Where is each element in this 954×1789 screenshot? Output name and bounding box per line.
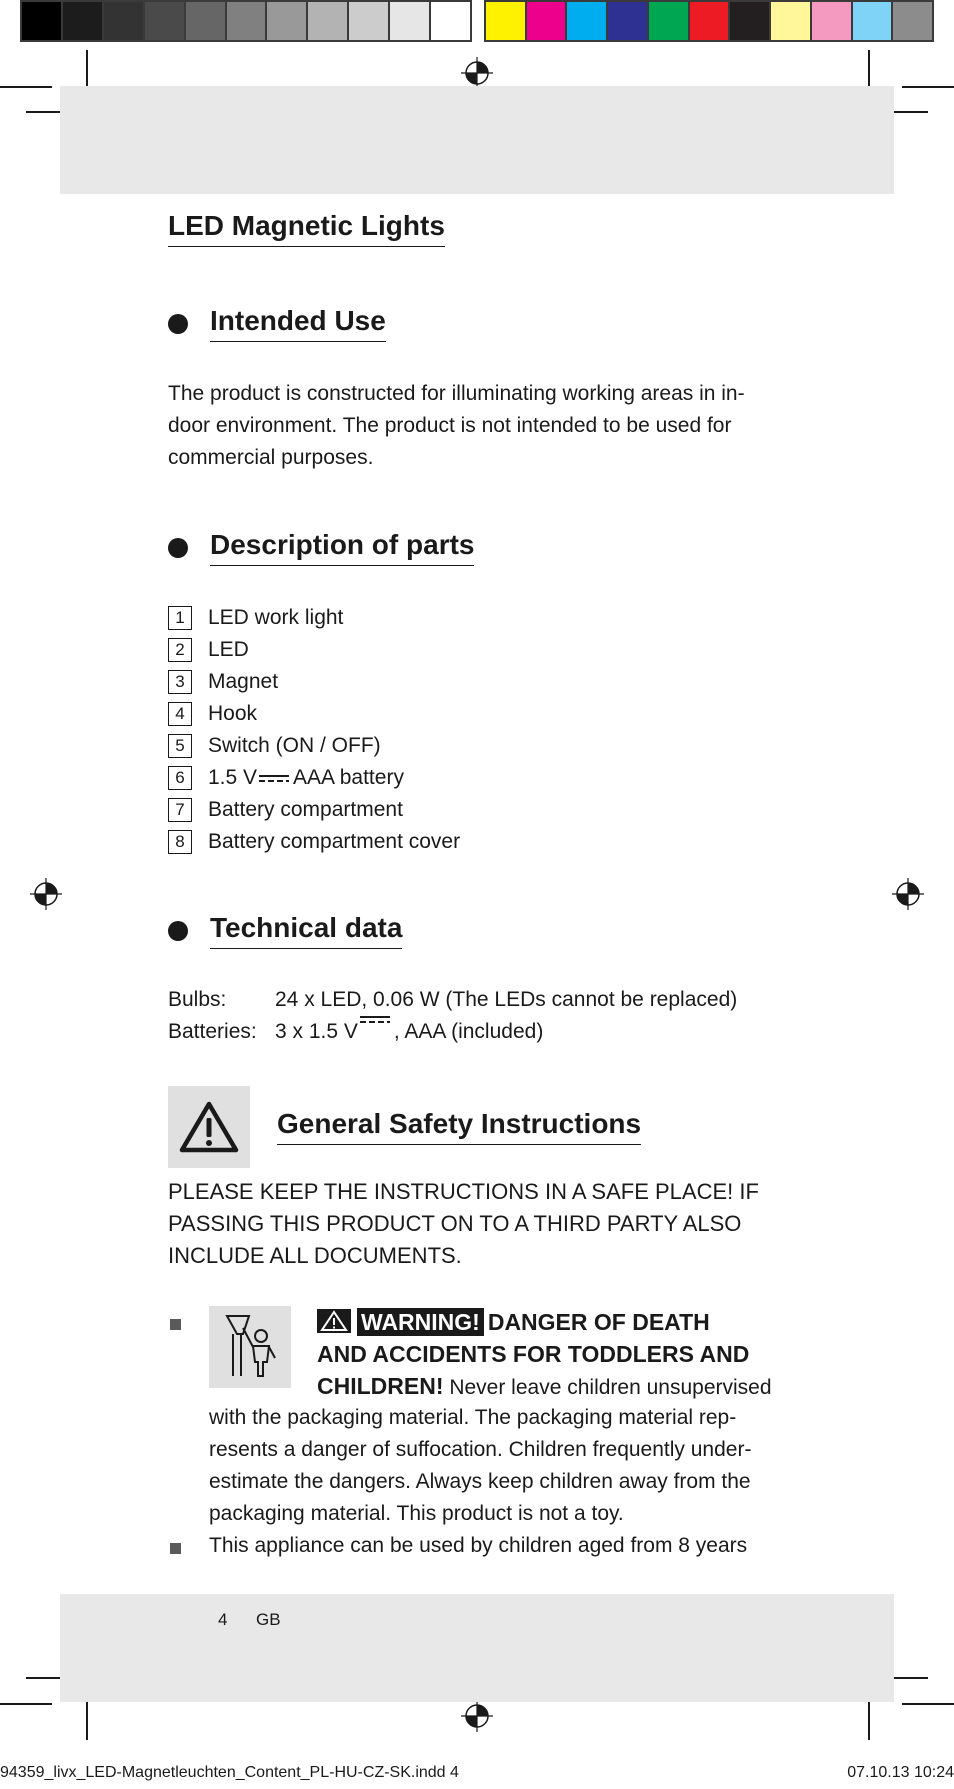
part-number: 2 [168,638,192,662]
dc-symbol-icon [259,775,289,782]
color-swatch [527,2,568,40]
bullet-square-icon [170,1543,181,1554]
color-swatch [567,2,608,40]
color-swatch [649,2,690,40]
text-line: door environment. The product is not intended to be used for [168,414,732,437]
list-item [168,794,460,826]
part-label: Switch (ON / OFF) [208,734,381,757]
bullet-square-icon [170,1319,181,1330]
text-line: packaging material. This product is not a toy. [209,1502,624,1525]
part-label: LED work light [208,606,344,629]
color-swatch [145,2,186,40]
section-heading: General Safety Instructions [277,1108,641,1145]
keep-instructions-notice [168,1176,808,1272]
crop-mark [902,1703,954,1705]
part-number: 7 [168,798,192,822]
text-line: PASSING THIS PRODUCT ON TO A THIRD PARTY ALSO [168,1211,742,1236]
warning-body-text [209,1402,751,1530]
section-bullet-icon [168,921,188,941]
warning-text: AND ACCIDENTS FOR TODDLERS AND [317,1341,750,1367]
registration-mark-icon [461,1700,493,1732]
grayscale-calibration-bar [20,0,472,42]
color-swatch [486,2,527,40]
tech-value-type: , AAA (included) [393,1020,544,1043]
warning-triangle-icon [178,1100,240,1154]
color-swatch [771,2,812,40]
part-number: 8 [168,830,192,854]
table-row [168,984,737,1016]
warning-text-line [317,1370,772,1404]
section-bullet-icon [168,314,188,334]
intended-use-text [168,378,788,474]
registration-mark-icon [461,57,493,89]
list-item [168,730,460,762]
crop-mark [0,1703,52,1705]
warning-body: Never leave children unsupervised [443,1376,772,1399]
section-intended-use [168,305,386,342]
part-label: Battery compartment [208,798,403,821]
part-label: Magnet [208,670,279,693]
color-swatch [608,2,649,40]
part-label: LED [208,638,249,661]
text-line: resents a danger of suffocation. Children frequently under- [209,1438,752,1461]
part-number: 6 [168,766,192,790]
child-warning-pictogram [209,1306,291,1388]
warning-label: WARNING! [357,1308,484,1336]
warning-text: DANGER OF DEATH [487,1309,710,1335]
page-title: LED Magnetic Lights [168,210,445,247]
part-number: 4 [168,702,192,726]
part-label: Battery compartment cover [208,830,461,853]
color-swatch [390,2,431,40]
section-description-of-parts [168,529,474,566]
text-line: with the packaging material. The packaging material rep- [209,1406,737,1429]
section-heading: Intended Use [210,305,386,342]
list-item [168,666,460,698]
text-line: estimate the dangers. Always keep children away from the [209,1470,751,1493]
text-line: INCLUDE ALL DOCUMENTS. [168,1243,462,1268]
child-hazard-icon [219,1314,281,1380]
safety-item-text: This appliance can be used by children aged from 8 years [209,1534,748,1557]
color-swatch [104,2,145,40]
list-item [168,762,460,794]
color-swatch [730,2,771,40]
page-number: 4 [218,1610,228,1629]
color-swatch [431,2,470,40]
tech-value-voltage: 3 x 1.5 V [275,1020,358,1043]
color-swatch [349,2,390,40]
header-band [60,86,894,194]
part-number: 5 [168,734,192,758]
technical-data-table [168,984,737,1048]
part-label-voltage: 1.5 V [208,766,258,789]
section-technical-data [168,912,402,949]
color-swatch [853,2,894,40]
text-line: The product is constructed for illuminating working areas in in- [168,382,745,405]
list-item [168,602,460,634]
crop-mark [902,86,954,88]
text-line: PLEASE KEEP THE INSTRUCTIONS IN A SAFE PLACE! IF [168,1179,759,1204]
color-swatch [893,2,932,40]
color-swatch [22,2,63,40]
parts-list [168,602,460,858]
section-heading: Description of parts [210,529,474,566]
color-swatch [308,2,349,40]
part-label: Hook [208,702,258,725]
section-heading: Technical data [210,912,402,949]
footer-band [60,1594,894,1702]
tech-label: Batteries: [168,1020,257,1043]
part-number: 1 [168,606,192,630]
part-number: 3 [168,670,192,694]
tech-label: Bulbs: [168,988,227,1011]
list-item [168,826,460,858]
crop-mark [0,86,52,88]
tech-value: 24 x LED, 0.06 W (The LEDs cannot be replaced) [275,988,738,1011]
color-swatch [690,2,731,40]
warning-small-icon [317,1309,351,1333]
color-swatch [812,2,853,40]
color-swatch [63,2,104,40]
warning-heading-line [317,1306,710,1338]
part-label-type: AAA battery [293,766,404,789]
registration-mark-icon [892,878,924,910]
color-calibration-bar [484,0,934,42]
color-swatch [227,2,268,40]
list-item [168,698,460,730]
list-item [168,634,460,666]
crop-mark [86,1696,88,1740]
dc-symbol-icon [360,1016,390,1048]
color-swatch [186,2,227,40]
warning-text: CHILDREN! [317,1373,444,1399]
crop-mark [868,1696,870,1740]
text-line: commercial purposes. [168,446,374,469]
print-slug-filename: 94359_livx_LED-Magnetleuchten_Content_PL-HU-CZ-SK.indd 4 [0,1764,459,1781]
print-slug-date: 07.10.13 10:24 [847,1764,954,1781]
section-bullet-icon [168,538,188,558]
language-code: GB [256,1610,281,1629]
warning-sign-box [168,1086,250,1168]
table-row [168,1016,737,1048]
registration-mark-icon [30,878,62,910]
color-swatch [267,2,308,40]
